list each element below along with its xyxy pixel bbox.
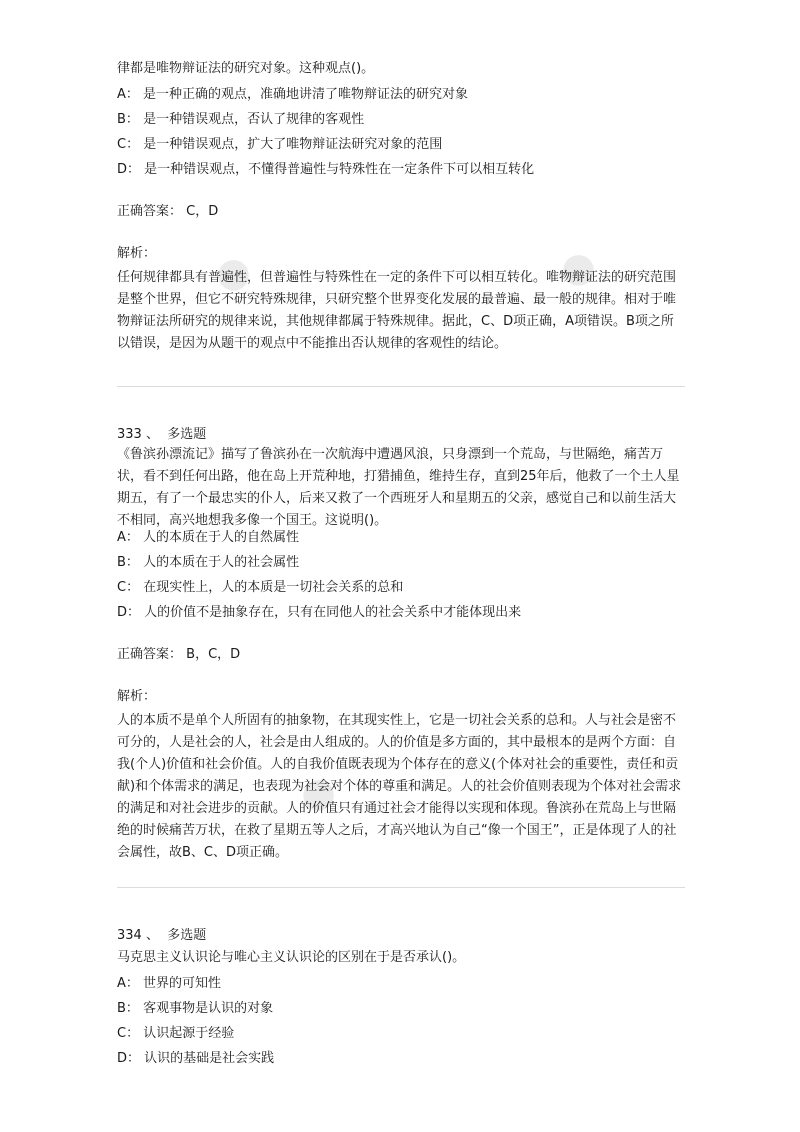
option-text: 认识的基础是社会实践 (144, 1051, 275, 1066)
question-number: 333 (117, 427, 142, 442)
option-label: A： (117, 530, 139, 545)
q333-option-d (117, 602, 521, 624)
option-text: 人的本质在于人的自然属性 (143, 530, 300, 545)
option-label: A： (117, 87, 139, 102)
question-sep: 、 (145, 928, 159, 943)
q333-option-a (117, 527, 299, 549)
section-divider (117, 887, 685, 888)
q332-option-d (117, 159, 534, 181)
option-label: D： (117, 162, 141, 177)
q332-analysis-text: 任何规律都具有普遍性，但普遍性与特殊性在一定的条件下可以相互转化。唯物辩证法的研究范围是整个世界，但它不研究特殊规律，只研究整个世界变化发展的最普遍、最一般的规律。相对于唯物辩证法所研究的规律来说，其他规律都属于特殊规律。据此，C、D项正确，A项错误。B项之所以错误，是因为从题干的观点中不能推出否认规律的客观性的结论。 (117, 270, 677, 351)
q334-option-b (117, 998, 273, 1020)
option-text: 是一种错误观点，否认了规律的客观性 (143, 112, 365, 127)
option-label: C： (117, 580, 140, 595)
option-text: 是一种错误观点，扩大了唯物辩证法研究对象的范围 (143, 137, 443, 152)
answer-label: 正确答案： (117, 647, 183, 662)
q332-analysis-label: 解析： (117, 246, 157, 261)
option-label: B： (117, 555, 139, 570)
answer-value: C，D (186, 204, 219, 219)
option-label: B： (117, 1001, 139, 1016)
q333-answer (117, 644, 240, 666)
q334-option-a (117, 973, 221, 995)
q333-stem: 《鲁滨孙漂流记》描写了鲁滨孙在一次航海中遭遇风浪，只身漂到一个荒岛，与世隔绝，痛苦万状，看不到任何出路，他在岛上开荒种地，打猎捕鱼，维持生存，直到25年后，他救了一个土人星期五，有了一个最忠实的仆人，后来又救了一个西班牙人和星期五的父亲，感觉自己和以前生活大不相同，高兴地想我多像一个国王。这说明()。 (117, 447, 680, 528)
q332-option-b (117, 109, 364, 131)
q332-option-c (117, 134, 442, 156)
q332-stem-tail: 律都是唯物辩证法的研究对象。这种观点()。 (117, 61, 375, 76)
option-label: B： (117, 112, 139, 127)
question-number: 334 (117, 928, 142, 943)
option-text: 客观事物是认识的对象 (143, 1001, 274, 1016)
q333-analysis-text: 人的本质不是单个人所固有的抽象物，在其现实性上，它是一切社会关系的总和。人与社会是密不可分的，人是社会的人，社会是由人组成的。人的价值是多方面的，其中最根本的是两个方面：自我(个人)价值和社会价值。人的自我价值既表现为个体存在的意义(个体对社会的重要性，责任和贡献)和个体需求的满足，也表现为社会对个体的尊重和满足。人的社会价值则表现为个体对社会需求的满足和对社会进步的贡献。人的价值只有通过社会才能得以实现和体现。鲁滨孙在荒岛上与世隔绝的时候痛苦万状，在救了星期五等人之后，才高兴地认为自己“像一个国王”，正是体现了人的社会属性，故B、C、D项正确。 (117, 713, 682, 860)
option-text: 人的本质在于人的社会属性 (143, 555, 300, 570)
q333-analysis-label: 解析： (117, 689, 157, 704)
option-label: C： (117, 137, 140, 152)
option-text: 认识起源于经验 (143, 1026, 235, 1041)
watermark-2: ● (551, 239, 603, 297)
option-text: 是一种错误观点，不懂得普遍性与特殊性在一定条件下可以相互转化 (144, 162, 535, 177)
q334-stem: 马克思主义认识论与唯心主义认识论的区别在于是否承认()。 (117, 950, 466, 965)
option-text: 人的价值不是抽象存在，只有在同他人的社会关系中才能体现出来 (144, 605, 522, 620)
option-label: D： (117, 1051, 141, 1066)
q333-option-c (117, 577, 403, 599)
q334-header (117, 925, 206, 947)
option-text: 是一种正确的观点，准确地讲清了唯物辩证法的研究对象 (143, 87, 469, 102)
question-type: 多选题 (167, 427, 207, 442)
answer-value: B，C，D (186, 647, 241, 662)
question-sep: 、 (145, 427, 159, 442)
q332-option-a (117, 84, 468, 106)
q333-header (117, 424, 206, 446)
watermark-3: ● (291, 764, 343, 822)
question-type: 多选题 (167, 928, 207, 943)
option-label: D： (117, 605, 141, 620)
q332-answer (117, 201, 218, 223)
q334-option-c (117, 1023, 234, 1045)
answer-label: 正确答案： (117, 204, 183, 219)
q333-option-b (117, 552, 299, 574)
q334-option-d (117, 1048, 274, 1070)
option-label: A： (117, 976, 139, 991)
option-text: 在现实性上，人的本质是一切社会关系的总和 (143, 580, 404, 595)
option-label: C： (117, 1026, 140, 1041)
watermark-1: ● (206, 244, 258, 302)
option-text: 世界的可知性 (143, 976, 222, 991)
section-divider (117, 386, 685, 387)
